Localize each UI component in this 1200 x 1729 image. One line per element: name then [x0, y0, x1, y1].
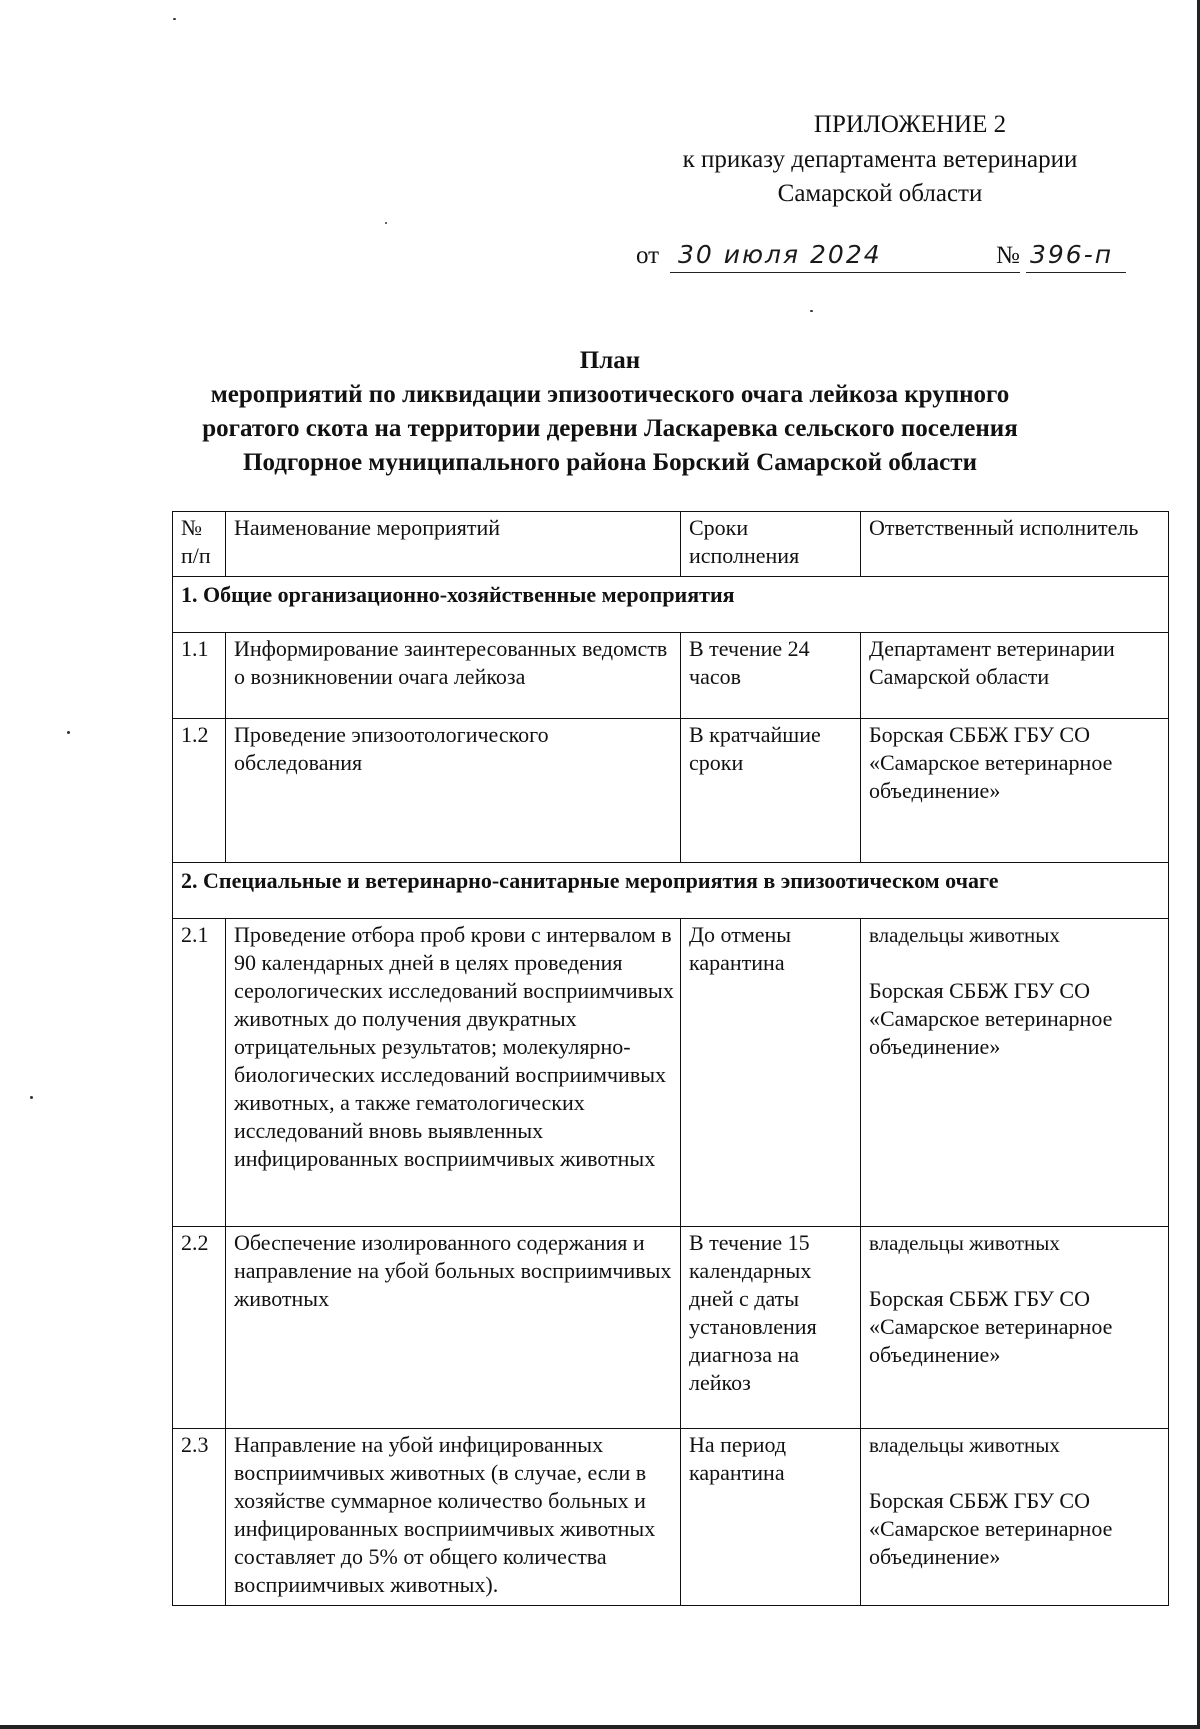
plan-title: План — [579, 347, 641, 374]
responsible-owners: владельцы животных — [869, 1433, 1060, 1457]
row-term: В кратчайшие сроки — [681, 719, 861, 863]
row-responsible — [861, 1227, 1169, 1429]
table-row — [173, 1429, 1169, 1606]
number-underline — [1026, 272, 1126, 273]
row-number: 2.1 — [173, 919, 226, 1227]
row-number: 1.2 — [173, 719, 226, 863]
table-header-row — [173, 512, 1169, 577]
table-row — [173, 633, 1169, 719]
annex-order-reference: к приказу департамента ветеринарии — [682, 146, 1078, 173]
section-1-title: 1. Общие организационно-хозяйственные мероприятия — [173, 577, 1169, 633]
header-number: № п/п — [173, 512, 226, 577]
row-name: Обеспечение изолированного содержания и направление на убой больных восприимчивых животных — [226, 1227, 681, 1429]
plan-subtitle-line3: Подгорное муниципального района Борский Самарской области — [243, 449, 977, 476]
scan-speck — [173, 18, 176, 20]
responsible-agency: Борская СББЖ ГБУ СО «Самарское ветеринарное объединение» — [869, 1286, 1113, 1367]
responsible-agency: Борская СББЖ ГБУ СО «Самарское ветеринарное объединение» — [869, 978, 1113, 1059]
section-row — [173, 863, 1169, 919]
header-responsible: Ответственный исполнитель — [861, 512, 1169, 577]
responsible-gap — [869, 1459, 1162, 1487]
row-term: В течение 15 календарных дней с даты установления диагноза на лейкоз — [681, 1227, 861, 1429]
row-term: В течение 24 часов — [681, 633, 861, 719]
responsible-agency: Борская СББЖ ГБУ СО «Самарское ветеринарное объединение» — [869, 1488, 1113, 1569]
plan-subtitle-line2: рогатого скота на территории деревни Ласкаревка сельского поселения — [202, 415, 1018, 442]
date-underline — [670, 272, 1020, 273]
order-from-label: от — [636, 242, 660, 269]
row-number: 2.2 — [173, 1227, 226, 1429]
row-term: На период карантина — [681, 1429, 861, 1606]
order-number-handwritten: 396-п — [1030, 240, 1114, 269]
row-name: Проведение эпизоотологического обследования — [226, 719, 681, 863]
order-date-number-line — [636, 242, 1136, 282]
row-name: Информирование заинтересованных ведомств о возникновении очага лейкоза — [226, 633, 681, 719]
annex-region: Самарской области — [777, 180, 983, 207]
table-row — [173, 919, 1169, 1227]
row-term: До отмены карантина — [681, 919, 861, 1227]
plan-subtitle-line1: мероприятий по ликвидации эпизоотического очага лейкоза крупного — [210, 381, 1010, 408]
table-row — [173, 719, 1169, 863]
row-name: Направление на убой инфицированных восприимчивых животных (в случае, если в хозяйстве суммарное количество больных и инфицированных восприимчивых животных составляет до 5% от общего количества восприимчивых животных). — [226, 1429, 681, 1606]
scan-speck — [67, 731, 70, 734]
responsible-owners: владельцы животных — [869, 923, 1060, 947]
header-name: Наименование мероприятий — [226, 512, 681, 577]
scan-speck — [810, 310, 813, 312]
section-row — [173, 577, 1169, 633]
order-date-handwritten: 30 июля 2024 — [678, 240, 882, 269]
responsible-owners: владельцы животных — [869, 1231, 1060, 1255]
order-number-label: № — [996, 242, 1020, 269]
scan-speck — [30, 1096, 33, 1099]
section-2-title: 2. Специальные и ветеринарно-санитарные мероприятия в эпизоотическом очаге — [173, 863, 1169, 919]
annex-title: ПРИЛОЖЕНИЕ 2 — [813, 111, 1007, 138]
row-number: 2.3 — [173, 1429, 226, 1606]
row-responsible: Борская СББЖ ГБУ СО «Самарское ветеринарное объединение» — [861, 719, 1169, 863]
row-responsible — [861, 919, 1169, 1227]
responsible-gap — [869, 1257, 1162, 1285]
row-number: 1.1 — [173, 633, 226, 719]
row-responsible: Департамент ветеринарии Самарской области — [861, 633, 1169, 719]
scan-speck — [385, 222, 387, 224]
responsible-gap — [869, 949, 1162, 977]
row-responsible — [861, 1429, 1169, 1606]
table-row — [173, 1227, 1169, 1429]
header-term: Сроки исполнения — [681, 512, 861, 577]
row-name: Проведение отбора проб крови с интервалом в 90 календарных дней в целях проведения серологических исследований восприимчивых животных до получения двукратных отрицательных результатов; молекулярно-биологических исследований восприимчивых животных, а также гематологических исследований вновь выявленных инфицированных восприимчивых животных — [226, 919, 681, 1227]
plan-table — [172, 511, 1169, 1606]
scan-edge-bottom — [0, 1725, 1200, 1729]
